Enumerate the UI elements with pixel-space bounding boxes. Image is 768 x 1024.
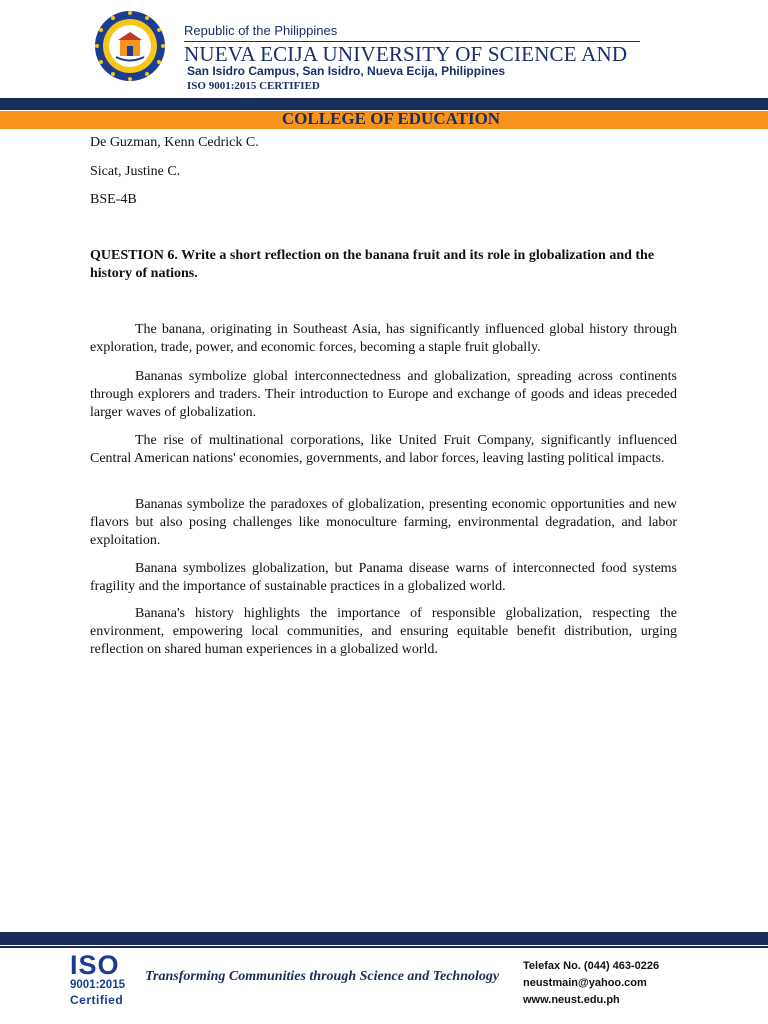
student-name-1: De Guzman, Kenn Cedrick C. <box>90 135 259 150</box>
university-name: NUEVA ECIJA UNIVERSITY OF SCIENCE AND <box>184 42 628 66</box>
student-section: BSE-4B <box>90 192 137 207</box>
paragraph-1: The banana, originating in Southeast Asia, has significantly influenced global history through exploration, trade, power, and economic forces, becoming a staple fruit globally. <box>90 322 677 355</box>
footer-navy-thin-band <box>0 946 768 948</box>
student-name-2: Sicat, Justine C. <box>90 164 181 179</box>
university-seal-logo <box>94 10 166 82</box>
republic-label: Republic of the Philippines <box>184 23 338 38</box>
iso-logo-number: 9001:2015 <box>70 979 125 991</box>
iso-certified-line: ISO 9001:2015 CERTIFIED <box>187 80 320 92</box>
footer-website: www.neust.edu.ph <box>523 994 620 1006</box>
paragraph-2: Bananas symbolize global interconnectedness and globalization, spreading across continents through explorers and traders. Their introduction to Europe and exchange of goods and ideas preceded larger waves of globalization. <box>90 369 677 420</box>
footer-telefax: Telefax No. (044) 463-0226 <box>523 960 660 972</box>
iso-logo-certified: Certified <box>70 993 124 1007</box>
footer-tagline: Transforming Communities through Science and Technology <box>145 969 500 984</box>
paragraph-6: Banana's history highlights the importance of responsible globalization, respecting the environment, empowering local communities, and ensuring equitable benefit distribution, urging reflection on shared human experiences in a globalized world. <box>90 606 677 657</box>
paragraph-3: The rise of multinational corporations, like United Fruit Company, significantly influenced Central American nations' economies, governments, and labor forces, leaving lasting political impacts. <box>90 433 677 466</box>
footer-email: neustmain@yahoo.com <box>523 977 647 989</box>
iso-logo-text: ISO <box>70 950 120 980</box>
paragraph-5: Banana symbolizes globalization, but Panama disease warns of interconnected food systems fragility and the importance of sustainable practices in a globalized world. <box>90 561 677 594</box>
paragraph-4: Bananas symbolize the paradoxes of globalization, presenting economic opportunities and new flavors but also posing challenges like monoculture farming, environmental degradation, and labor exploitation. <box>90 497 677 548</box>
question-heading: QUESTION 6. Write a short reflection on the banana fruit and its role in globalization and the history of nations. <box>90 248 655 281</box>
college-title: COLLEGE OF EDUCATION <box>281 109 501 128</box>
footer-navy-band <box>0 932 768 945</box>
campus-address: San Isidro Campus, San Isidro, Nueva Ecija, Philippines <box>187 64 506 78</box>
